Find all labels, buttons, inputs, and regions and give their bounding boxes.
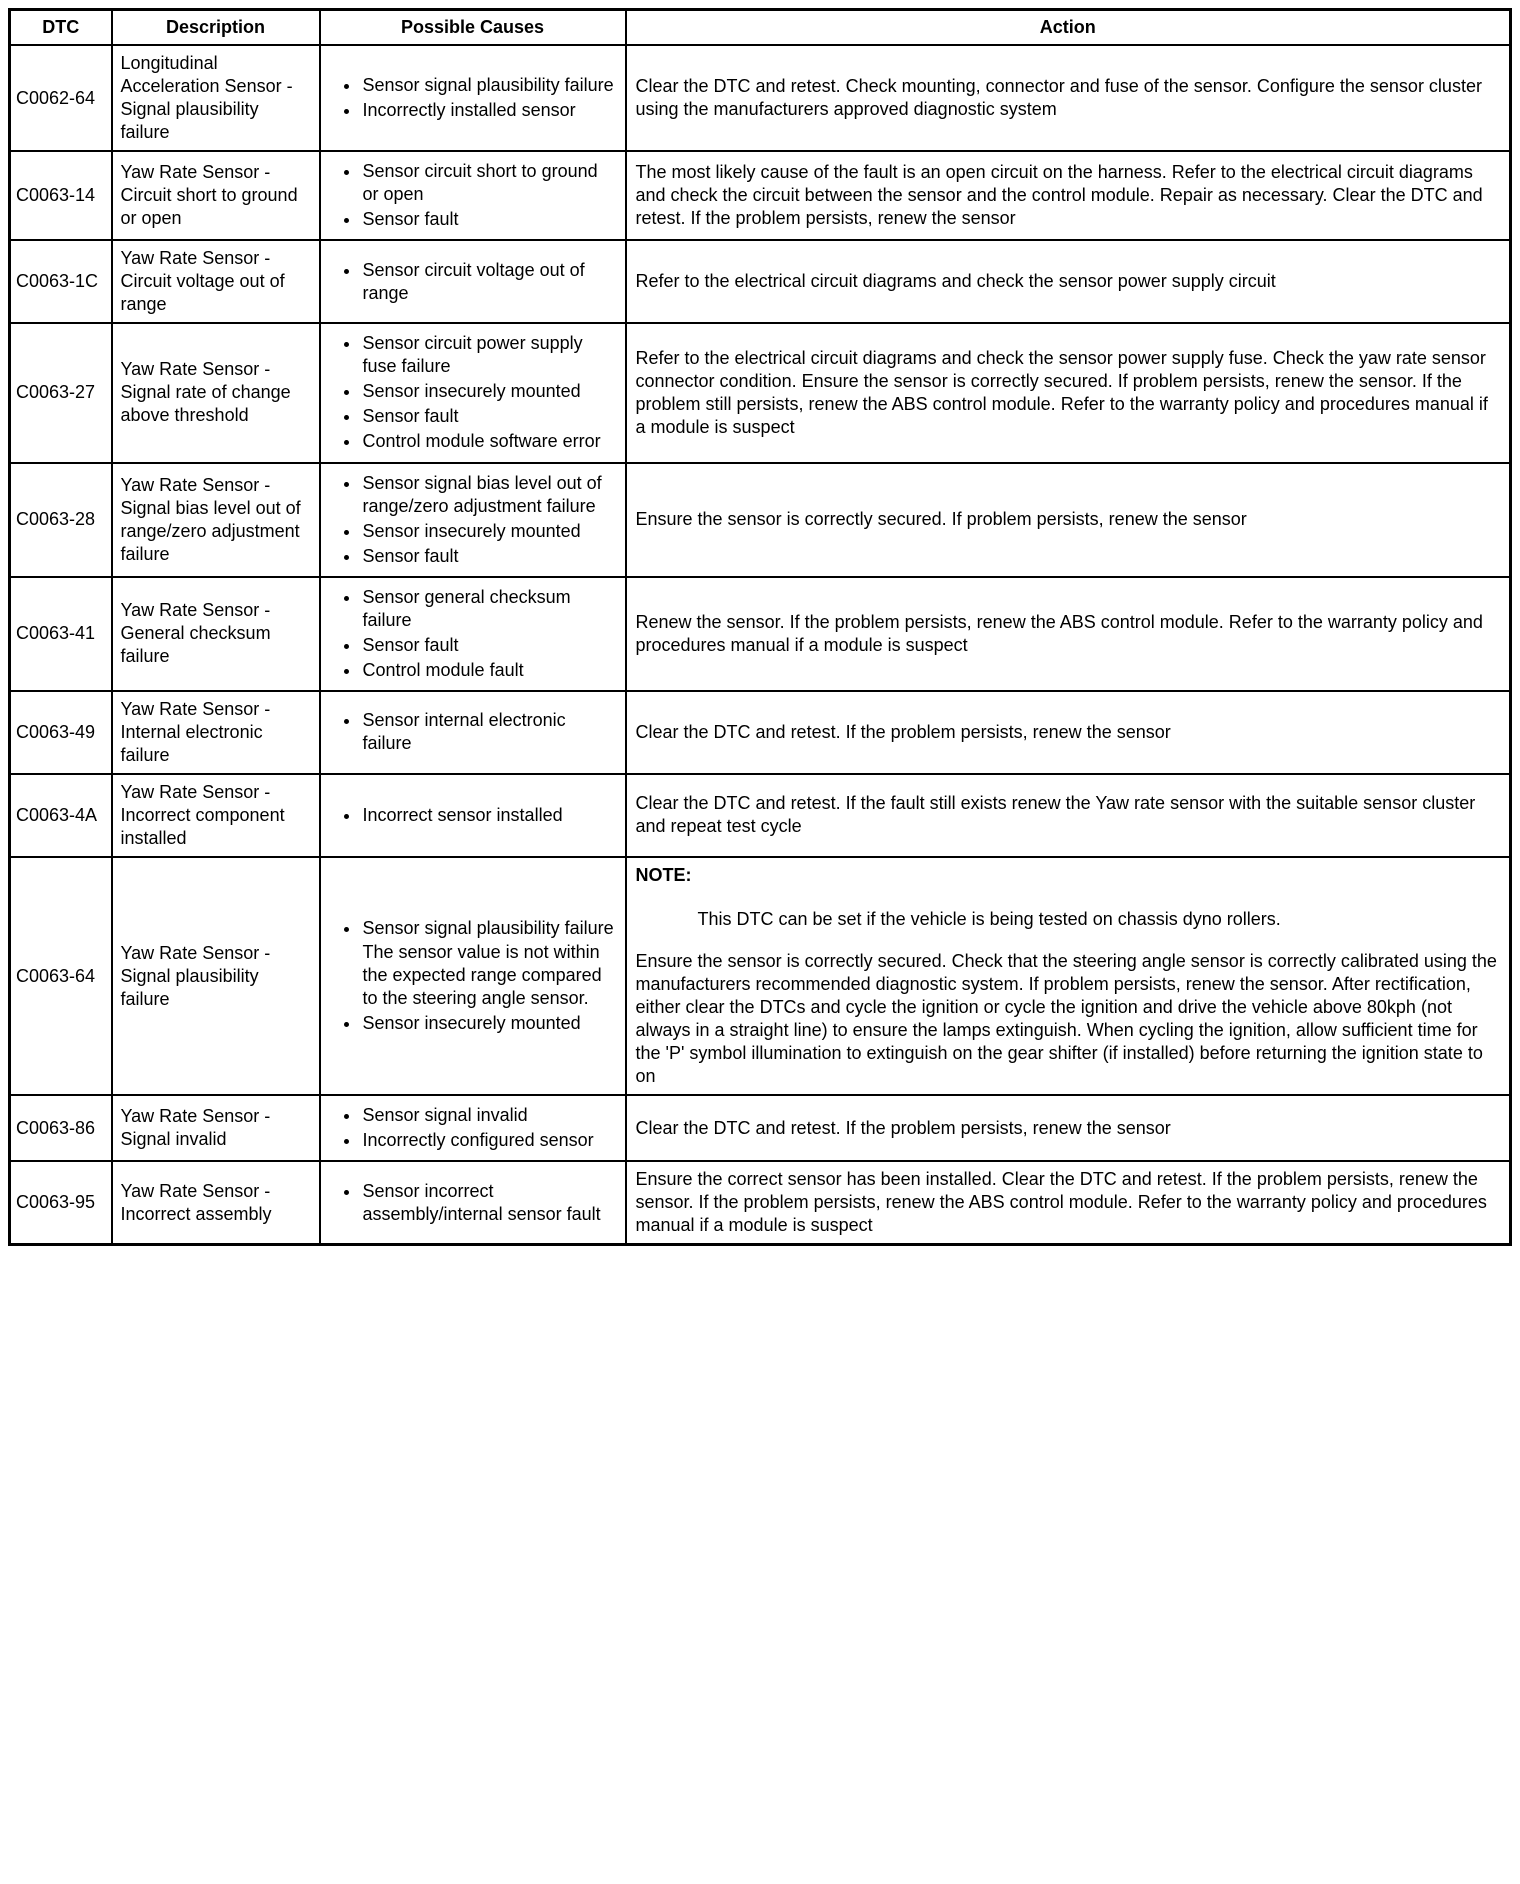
action-cell [626,151,1511,240]
table-row [10,691,1511,774]
table-row [10,1161,1511,1245]
cause-item: • Control module fault [361,659,619,682]
description-cell: Yaw Rate Sensor - Circuit short to ground or open [112,151,320,240]
col-header-action: Action [626,10,1511,46]
table-row [10,463,1511,577]
dtc-cell: C0063-4A [10,774,112,857]
table-row [10,774,1511,857]
causes-list [321,709,619,755]
cause-item: • Control module software error [361,430,619,453]
action-cell [626,577,1511,691]
cause-item: • Sensor circuit short to ground or open [361,160,619,206]
description-cell: Yaw Rate Sensor - Signal plausibility failure [112,857,320,1095]
table-row [10,323,1511,462]
description-cell: Yaw Rate Sensor - Signal rate of change above threshold [112,323,320,462]
description-cell: Yaw Rate Sensor - Incorrect component installed [112,774,320,857]
causes-list [321,1180,619,1226]
possible-causes-cell [320,1095,626,1161]
action-cell [626,857,1511,1095]
causes-list [321,586,619,682]
causes-list [321,259,619,305]
cause-item: • Sensor insecurely mounted [361,380,619,403]
possible-causes-cell [320,240,626,323]
header-row [10,10,1511,46]
dtc-cell: C0063-49 [10,691,112,774]
table-row [10,577,1511,691]
cause-item: • Sensor insecurely mounted [361,520,619,543]
action-text: This DTC can be set if the vehicle is being tested on chassis dyno rollers. [697,908,1281,929]
table-row [10,240,1511,323]
action-cell [626,463,1511,577]
table-row [10,151,1511,240]
cause-item: • Sensor general checksum failure [361,586,619,632]
possible-causes-cell [320,463,626,577]
cause-item: • Sensor signal plausibility failure The sensor value is not within the expected range compared to the steering angle sensor. [361,917,619,1009]
causes-list [321,160,619,231]
action-text: Clear the DTC and retest. If the problem persists, renew the sensor [635,721,1171,742]
cause-item: • Sensor internal electronic failure [361,709,619,755]
action-cell [626,240,1511,323]
action-text: Ensure the sensor is correctly secured. Check that the steering angle sensor is correctly calibrated using the manufacturers recommended diagnostic system. If problem persists, renew the sensor. After rectification, either clear the DTCs and cycle the ignition or cycle the ignition and drive the vehicle above 80kph (not always in a straight line) to ensure the lamps extinguish. When cycling the ignition, allow sufficient time for the 'P' symbol illumination to extinguish on the gear shifter (if installed) before returning the ignition state to on [635,951,1497,1087]
action-text: Refer to the electrical circuit diagrams and check the sensor power supply fuse. Check the yaw rate sensor connector condition. Ensure the sensor is correctly secured. If problem persists, renew the sensor. If the problem still persists, renew the ABS control module. Refer to the warranty policy and procedures manual if a module is suspect [635,347,1488,437]
dtc-cell: C0063-86 [10,1095,112,1161]
description-cell: Yaw Rate Sensor - Circuit voltage out of range [112,240,320,323]
possible-causes-cell [320,577,626,691]
col-header-possible-causes: Possible Causes [320,10,626,46]
cause-item: • Sensor signal invalid [361,1104,619,1127]
action-cell [626,45,1511,151]
dtc-cell: C0062-64 [10,45,112,151]
cause-item: • Sensor circuit power supply fuse failure [361,332,619,378]
possible-causes-cell [320,1161,626,1245]
description-cell: Yaw Rate Sensor - Incorrect assembly [112,1161,320,1245]
causes-list [321,332,619,453]
possible-causes-cell [320,151,626,240]
cause-item: • Sensor insecurely mounted [361,1012,619,1035]
action-text: Refer to the electrical circuit diagrams and check the sensor power supply circuit [635,271,1276,292]
dtc-cell: C0063-95 [10,1161,112,1245]
cause-item: • Incorrectly configured sensor [361,1129,619,1152]
table-row [10,45,1511,151]
action-text: Clear the DTC and retest. If the fault still exists renew the Yaw rate sensor with the suitable sensor cluster and repeat test cycle [635,793,1476,837]
col-header-dtc: DTC [10,10,112,46]
col-header-description: Description [112,10,320,46]
action-cell [626,1161,1511,1245]
action-cell [626,691,1511,774]
causes-list [321,917,619,1034]
action-text: Ensure the sensor is correctly secured. If problem persists, renew the sensor [635,509,1247,530]
description-cell: Yaw Rate Sensor - Signal invalid [112,1095,320,1161]
dtc-cell: C0063-27 [10,323,112,462]
action-text: Ensure the correct sensor has been installed. Clear the DTC and retest. If the problem persists, renew the sensor. If the problem persists, renew the ABS control module. Refer to the warranty policy and procedures manual if a module is suspect [635,1169,1487,1236]
table-row [10,857,1511,1095]
possible-causes-cell [320,691,626,774]
possible-causes-cell [320,857,626,1095]
cause-item: • Sensor fault [361,405,619,428]
action-text: Renew the sensor. If the problem persists, renew the ABS control module. Refer to the warranty policy and procedures manual if a module is suspect [635,611,1483,655]
description-cell: Yaw Rate Sensor - Internal electronic failure [112,691,320,774]
action-text: Clear the DTC and retest. If the problem persists, renew the sensor [635,1117,1171,1138]
possible-causes-cell [320,774,626,857]
table-row [10,1095,1511,1161]
action-cell [626,774,1511,857]
action-text: Clear the DTC and retest. Check mounting, connector and fuse of the sensor. Configure the sensor cluster using the manufacturers approved diagnostic system [635,76,1482,120]
note-heading: NOTE: [635,864,692,885]
dtc-cell: C0063-41 [10,577,112,691]
possible-causes-cell [320,323,626,462]
dtc-cell: C0063-64 [10,857,112,1095]
cause-item: • Sensor circuit voltage out of range [361,259,619,305]
cause-item: • Incorrect sensor installed [361,804,619,827]
dtc-table [8,8,1512,1246]
cause-item: • Sensor incorrect assembly/internal sensor fault [361,1180,619,1226]
dtc-cell: C0063-1C [10,240,112,323]
description-cell: Longitudinal Acceleration Sensor - Signal plausibility failure [112,45,320,151]
description-cell: Yaw Rate Sensor - Signal bias level out of range/zero adjustment failure [112,463,320,577]
causes-list [321,1104,619,1152]
cause-item: • Sensor fault [361,634,619,657]
action-cell [626,323,1511,462]
cause-item: • Incorrectly installed sensor [361,99,619,122]
causes-list [321,472,619,568]
action-text: The most likely cause of the fault is an open circuit on the harness. Refer to the electrical circuit diagrams and check the circuit between the sensor and the control module. Repair as necessary. Clear the DTC and retest. If the problem persists, renew the sensor [635,162,1483,229]
causes-list [321,804,619,827]
dtc-cell: C0063-14 [10,151,112,240]
action-cell [626,1095,1511,1161]
cause-item: • Sensor signal bias level out of range/zero adjustment failure [361,472,619,518]
possible-causes-cell [320,45,626,151]
dtc-cell: C0063-28 [10,463,112,577]
cause-item: • Sensor signal plausibility failure [361,74,619,97]
cause-item: • Sensor fault [361,208,619,231]
description-cell: Yaw Rate Sensor - General checksum failure [112,577,320,691]
causes-list [321,74,619,122]
cause-item: • Sensor fault [361,545,619,568]
